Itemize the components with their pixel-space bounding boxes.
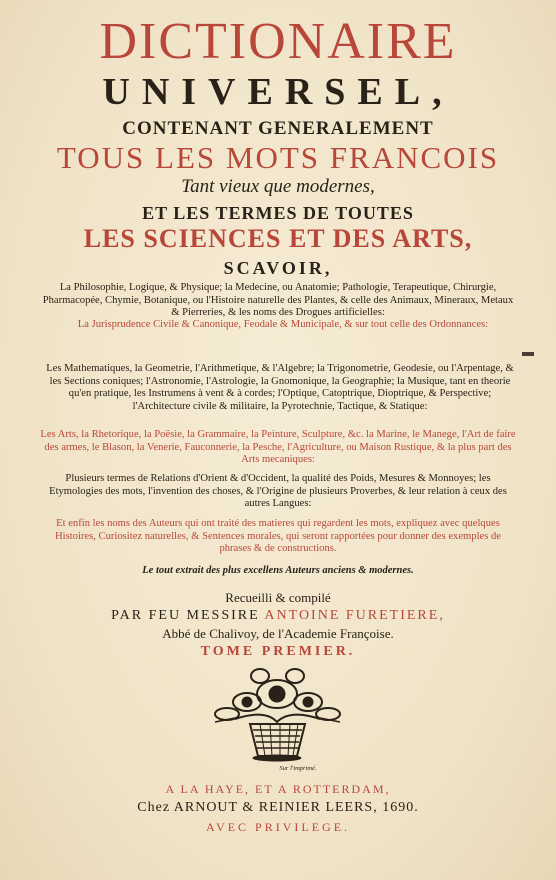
ink-spot	[522, 352, 534, 356]
title-dictionaire: DICTIONAIRE	[99, 13, 457, 70]
paragraph-arts: Les Arts, la Rhetorique, la Poësie, la Grammaire, la Peinture, Sculpture, &c. la Marine, le Manege, l'Art de faire des armes, le Blason, la Venerie, Fauconnerie, la Pesche, l'Agriculture, ou Maison Rustique, & la plus part des Arts mecaniques:	[40, 429, 516, 465]
compiled-line: Recueilli & compilé	[225, 590, 331, 605]
author-line	[0, 608, 556, 624]
title-tous-les-mots: TOUS LES MOTS FRANCOIS	[56, 140, 500, 175]
title-universel: UNIVERSEL,	[102, 71, 454, 113]
title-tant-vieux: Tant vieux que modernes,	[181, 176, 375, 197]
title-contenant: CONTENANT GENERALEMENT	[122, 118, 434, 139]
paragraph-philosophie: La Philosophie, Logique, & Physique; la Medecine, ou Anatomie; Pathologie, Terapeutique, Chirurgie, Pharmacopée, Chymie, Botanique, ou l'Histoire naturelle des Plantes, & celle des Animaux, Mineraux, Metaux & Pierreries, & les noms des Drogues artificielles:	[42, 282, 514, 318]
author-prefix: PAR FEU MESSIRE	[111, 608, 260, 623]
imprint-privilege: AVEC PRIVILEGE.	[205, 820, 351, 834]
paragraph-auteurs: Et enfin les noms des Auteurs qui ont traité des matieres qui regardent les mots, expliquez avec quelques Histoires, Curiositez naturelles, & Sentences morales, qui seront rapportées pour donner des exemples de phrases & de constructions.	[55, 518, 501, 554]
tome-line: TOME PREMIER.	[200, 644, 356, 659]
author-name: ANTOINE FURETIERE,	[264, 608, 445, 623]
paragraph-relations: Plusieurs termes de Relations d'Orient & d'Occident, la qualité des Poids, Mesures & Monnoyes; les Etymologies des mots, l'invention des choses, & l'Origine de plusieurs Proverbes, & leur relation à ceux des autres Langues:	[49, 473, 507, 509]
imprint-printer: Chez ARNOUT & REINIER LEERS, 1690.	[137, 800, 419, 815]
paragraph-mathematiques: Les Mathematiques, la Geometrie, l'Arithmetique, & l'Algebre; la Trigonometrie, Geodesie, ou l'Arpentage, & les Sections coniques; l'Astronomie, l'Astrologie, la Gnomonique, la Geographie; la Musique, tant en theorie qu'en pratique, les Instrumens à vent & à cordes; l'Optique, Catoptrique, Dioptrique, & Perspective; l'Architecture civile & militaire, la Pyrotechnie, Tactique, & Statique:	[46, 363, 514, 412]
paragraph-jurisprudence: La Jurisprudence Civile & Canonique, Feodale & Municipale, & sur tout celle des Ordonnances:	[77, 319, 489, 330]
title-sciences-arts: LES SCIENCES ET DES ARTS,	[83, 224, 473, 253]
note-extrait: Le tout extrait des plus excellens Auteurs anciens & modernes.	[142, 565, 414, 576]
title-et-les-termes: ET LES TERMES DE TOUTES	[142, 203, 414, 223]
basket-of-flowers-icon	[205, 664, 350, 764]
imprint-place: A LA HAYE, ET A ROTTERDAM,	[165, 782, 391, 796]
device-motto: Sur l'imprimé.	[279, 765, 317, 772]
title-scavoir: SCAVOIR,	[223, 258, 333, 278]
abbe-line: Abbé de Chalivoy, de l'Academie Françoise.	[162, 626, 394, 641]
